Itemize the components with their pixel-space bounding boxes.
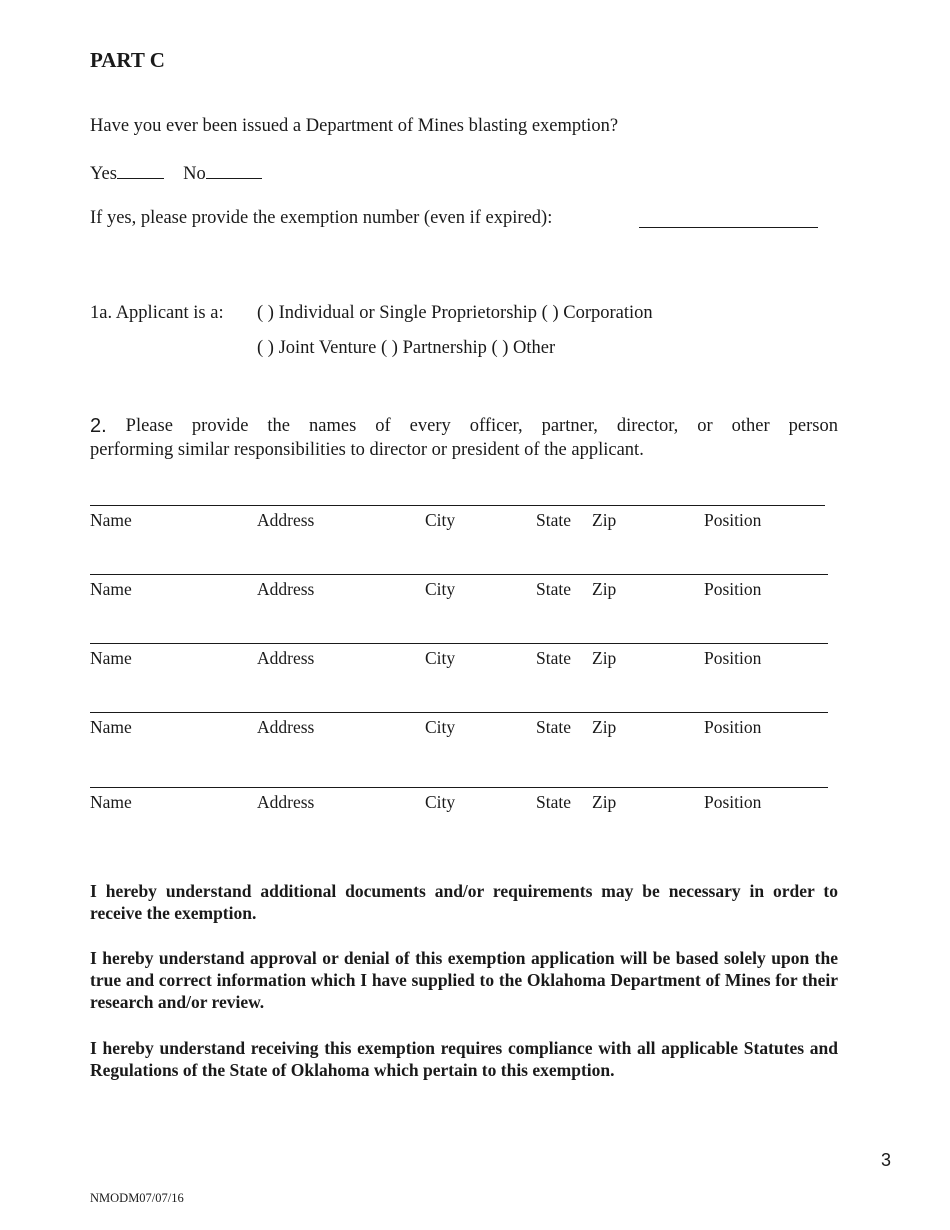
question-2-line1 bbox=[90, 414, 838, 438]
col-city: City bbox=[425, 510, 456, 530]
yes-no-row bbox=[90, 162, 262, 185]
question-2 bbox=[90, 414, 838, 462]
officer-row-line[interactable] bbox=[90, 574, 828, 575]
q2-word: names bbox=[309, 416, 357, 436]
col-city: City bbox=[425, 717, 456, 737]
col-position: Position bbox=[704, 648, 762, 668]
no-label: No bbox=[183, 164, 206, 184]
exemption-number-blank[interactable] bbox=[639, 212, 818, 228]
statement-additional-documents: I hereby understand additional documents and/or requirements may be necessary in order to receive the exemption. bbox=[90, 881, 838, 923]
q2-word: officer, bbox=[469, 416, 523, 436]
col-state: State bbox=[536, 510, 571, 530]
exemption-question: Have you ever been issued a Department of Mines blasting exemption? bbox=[90, 116, 619, 136]
col-city: City bbox=[425, 579, 456, 599]
officer-row-line[interactable] bbox=[90, 787, 828, 788]
q2-word: the bbox=[267, 416, 291, 436]
q2-word: person bbox=[788, 416, 838, 436]
col-state: State bbox=[536, 717, 571, 737]
q2-word: other bbox=[731, 416, 770, 436]
exemption-number-prompt: If yes, please provide the exemption number (even if expired): bbox=[90, 208, 553, 228]
q2-word: or bbox=[697, 416, 713, 436]
col-state: State bbox=[536, 579, 571, 599]
no-blank[interactable] bbox=[206, 162, 262, 179]
col-name: Name bbox=[90, 717, 132, 737]
q2-word: provide bbox=[191, 416, 249, 436]
col-position: Position bbox=[704, 510, 762, 530]
col-state: State bbox=[536, 648, 571, 668]
col-position: Position bbox=[704, 792, 762, 812]
col-city: City bbox=[425, 792, 456, 812]
yes-label: Yes bbox=[90, 164, 117, 184]
statement-approval-denial: I hereby understand approval or denial of this exemption application will be based solely upon the true and correct information which I have supplied to the Oklahoma Department of Mines for their research and/or review. bbox=[90, 948, 838, 1012]
page-number: 3 bbox=[881, 1150, 892, 1170]
col-position: Position bbox=[704, 717, 762, 737]
officer-row-line[interactable] bbox=[90, 712, 828, 713]
col-city: City bbox=[425, 648, 456, 668]
applicant-type-options-1[interactable]: ( ) Individual or Single Proprietorship ( ) Corporation bbox=[257, 303, 653, 323]
officer-row-line[interactable] bbox=[90, 505, 825, 506]
col-name: Name bbox=[90, 510, 132, 530]
officer-row-line[interactable] bbox=[90, 643, 828, 644]
part-title: PART C bbox=[90, 48, 165, 72]
q2-word: of bbox=[375, 416, 391, 436]
form-code-footer: NMODM07/07/16 bbox=[90, 1191, 184, 1205]
col-address: Address bbox=[257, 717, 315, 737]
col-zip: Zip bbox=[592, 510, 617, 530]
q2-word: partner, bbox=[541, 416, 598, 436]
col-name: Name bbox=[90, 579, 132, 599]
applicant-type-options-2[interactable]: ( ) Joint Venture ( ) Partnership ( ) Other bbox=[257, 338, 556, 358]
q2-word: director, bbox=[616, 416, 679, 436]
yes-blank[interactable] bbox=[117, 162, 164, 179]
col-zip: Zip bbox=[592, 579, 617, 599]
q2-word: Please bbox=[125, 416, 173, 436]
statement-compliance: I hereby understand receiving this exemption requires compliance with all applicable Statutes and Regulations of the State of Oklahoma which pertain to this exemption. bbox=[90, 1038, 838, 1080]
col-zip: Zip bbox=[592, 717, 617, 737]
col-name: Name bbox=[90, 792, 132, 812]
col-address: Address bbox=[257, 579, 315, 599]
col-address: Address bbox=[257, 510, 315, 530]
col-position: Position bbox=[704, 579, 762, 599]
col-address: Address bbox=[257, 648, 315, 668]
col-state: State bbox=[536, 792, 571, 812]
q2-word: every bbox=[409, 416, 451, 436]
question-2-line2: performing similar responsibilities to director or president of the applicant. bbox=[90, 440, 644, 460]
col-zip: Zip bbox=[592, 792, 617, 812]
col-address: Address bbox=[257, 792, 315, 812]
col-name: Name bbox=[90, 648, 132, 668]
applicant-type-label: 1a. Applicant is a: bbox=[90, 303, 224, 323]
col-zip: Zip bbox=[592, 648, 617, 668]
question-2-number: 2. bbox=[90, 415, 107, 437]
